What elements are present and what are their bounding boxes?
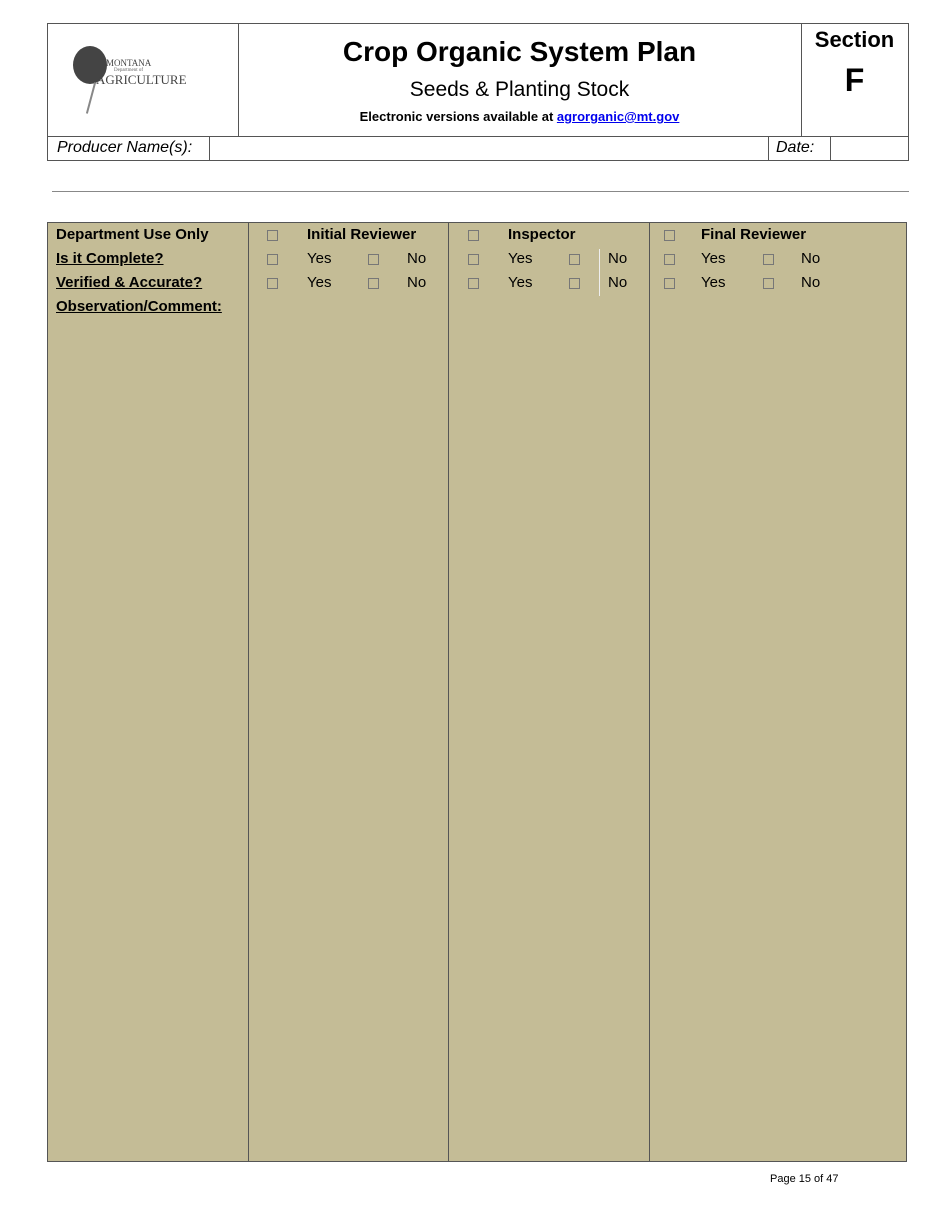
no-label: No	[407, 250, 427, 267]
inspector-column	[448, 222, 650, 1162]
yes-label: Yes	[307, 274, 332, 291]
final-reviewer-checkbox[interactable]	[664, 230, 675, 241]
initial-complete-no-checkbox[interactable]	[368, 254, 379, 265]
initial-complete-yes-checkbox[interactable]	[267, 254, 278, 265]
final-complete-no-checkbox[interactable]	[763, 254, 774, 265]
electronic-note: Electronic versions available at agrorganic@mt.gov	[359, 109, 680, 124]
page-title: Crop Organic System Plan	[342, 36, 697, 67]
inspector-complete-yes-checkbox[interactable]	[468, 254, 479, 265]
section-letter: F	[844, 62, 865, 98]
initial-verified-no-checkbox[interactable]	[368, 278, 379, 289]
final-verified-yes-checkbox[interactable]	[664, 278, 675, 289]
yes-label: Yes	[508, 250, 533, 267]
logo: MONTANA Department of AGRICULTURE	[70, 42, 220, 117]
final-reviewer-label: Final Reviewer	[701, 226, 807, 243]
final-reviewer-column	[649, 222, 907, 1162]
horizontal-rule	[52, 191, 909, 192]
logo-stem-icon	[86, 82, 96, 113]
inspector-verified-yes-checkbox[interactable]	[468, 278, 479, 289]
inspector-verified-no-checkbox[interactable]	[569, 278, 580, 289]
is-complete-label: Is it Complete?	[56, 250, 164, 267]
inspector-label: Inspector	[508, 226, 576, 243]
final-complete-yes-checkbox[interactable]	[664, 254, 675, 265]
no-label: No	[801, 250, 821, 267]
review-label-column	[47, 222, 249, 1162]
initial-reviewer-checkbox[interactable]	[267, 230, 278, 241]
department-use-only-label: Department Use Only	[56, 226, 209, 243]
no-label: No	[407, 274, 427, 291]
section-label: Section	[814, 27, 895, 52]
yes-label: Yes	[508, 274, 533, 291]
divider	[599, 249, 600, 296]
initial-reviewer-label: Initial Reviewer	[307, 226, 417, 243]
page-number: Page 15 of 47	[770, 1173, 839, 1185]
no-label: No	[801, 274, 821, 291]
inspector-complete-no-checkbox[interactable]	[569, 254, 580, 265]
producer-name-field[interactable]	[210, 137, 768, 160]
producer-label: Producer Name(s):	[57, 139, 193, 156]
verified-accurate-label: Verified & Accurate?	[56, 274, 203, 291]
yes-label: Yes	[307, 250, 332, 267]
initial-verified-yes-checkbox[interactable]	[267, 278, 278, 289]
page-subtitle: Seeds & Planting Stock	[409, 78, 630, 101]
yes-label: Yes	[701, 274, 726, 291]
inspector-checkbox[interactable]	[468, 230, 479, 241]
date-field[interactable]	[831, 137, 908, 160]
no-label: No	[608, 250, 628, 267]
initial-reviewer-column	[248, 222, 449, 1162]
observation-comment-label: Observation/Comment:	[56, 298, 222, 315]
email-link[interactable]: agrorganic@mt.gov	[556, 109, 680, 124]
divider	[768, 136, 769, 161]
yes-label: Yes	[701, 250, 726, 267]
no-label: No	[608, 274, 628, 291]
date-label: Date:	[776, 139, 815, 156]
final-verified-no-checkbox[interactable]	[763, 278, 774, 289]
